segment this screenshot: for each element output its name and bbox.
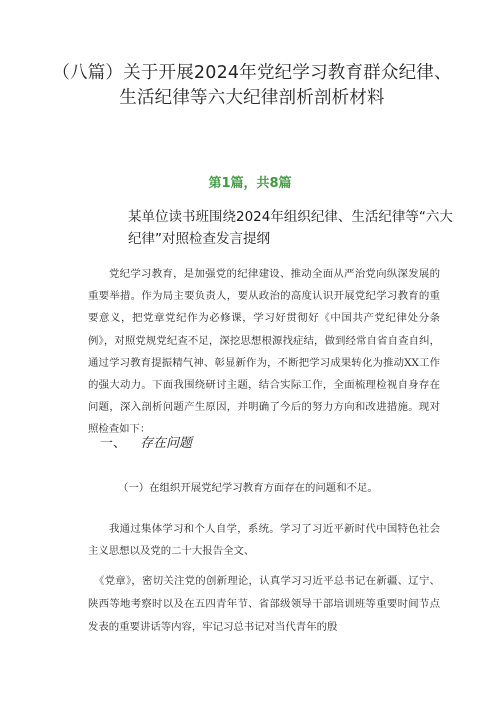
section-heading <box>100 432 192 451</box>
section-title: 存在问题 <box>140 436 193 451</box>
speech-title: 某单位读书班围绕2024年组织纪律、生活纪律等“六大纪律”对照检查发言提纲 <box>128 209 453 247</box>
subsection-heading: （一）在组织开展党纪学习教育方面存在的问题和不足。 <box>118 482 378 494</box>
paragraph-2: 我通过集体学习和个人自学，系统。学习了习近平新时代中国特色社会主义思想以及党的二十大报告全文、 <box>88 523 440 558</box>
section-number: 一、 <box>100 436 127 451</box>
intro-paragraph: 党纪学习教育，是加强党的纪律建设、推动全面从严治党向纵深发展的重要举措。作为局主要负责人，要从政治的高度认识开展党纪学习教育的重要意义，把党章党纪作为必修课，学习好贯彻好《中国共产党纪律处分条例》，对照党规党纪查不足，深挖思想根源找症结，做到经常自省自查自纠，通过学习教育提振精气神、彰显新作为，不断把学习成果转化为推动XX工作的强大动力。下面我围绕研讨主题，结合实际工作，全面梳理检视自身存在问题，深入剖析问题产生原因，并明确了今后的努力方向和改进措施。现对照检查如下： <box>88 268 440 436</box>
part-label: 第1篇，共8篇 <box>208 176 292 191</box>
paragraph-3: 《党章》，密切关注党的创新理论，认真学习习近平总书记在新疆、辽宁、陕西等地考察时以及在五四青年节、省部级领导干部培训班等重要时间节点发表的重要讲话等内容，牢记习总书记对当代青年的殷 <box>88 575 440 633</box>
document-title: （八篇）关于开展2024年党纪学习教育群众纪律、生活纪律等六大纪律剖析剖析材料 <box>52 63 452 108</box>
